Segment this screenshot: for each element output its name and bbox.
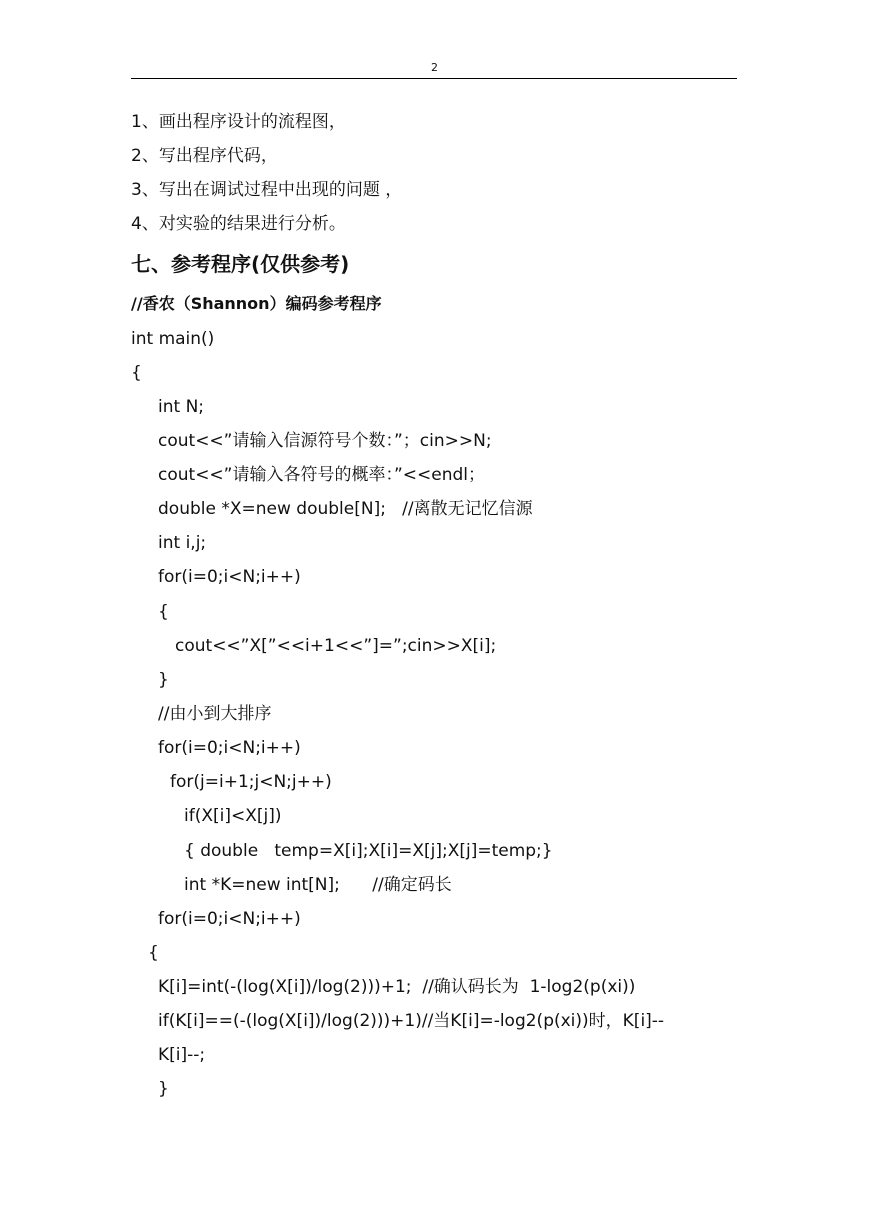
code-line: int main() (131, 329, 215, 349)
code-line: for(j=i+1;j<N;j++) (170, 772, 332, 792)
code-line: for(i=0;i<N;i++) (158, 567, 301, 587)
step-3: 3、写出在调试过程中出现的问题 ， (131, 180, 403, 200)
code-title: //香农（Shannon）编码参考程序 (131, 294, 382, 313)
page-number: 2 (431, 61, 438, 74)
section-heading: 七、参考程序(仅供参考) (131, 252, 350, 276)
code-line: cout<<”请输入各符号的概率：”<<endl； (158, 465, 486, 485)
code-line: for(i=0;i<N;i++) (158, 909, 301, 929)
code-line: } (158, 670, 169, 690)
code-line: cout<<”请输入信源符号个数：”；cin>>N; (158, 431, 492, 451)
code-line: if(X[i]<X[j]) (184, 806, 282, 826)
code-line: int *K=new int[N]; //确定码长 (184, 875, 452, 895)
code-line: //由小到大排序 (158, 704, 272, 724)
code-line: { (148, 943, 159, 963)
code-line: { (158, 602, 169, 622)
step-4: 4、对实验的结果进行分析。 (131, 214, 346, 234)
code-line: K[i]--; (158, 1045, 206, 1065)
code-line: int i,j; (158, 533, 207, 553)
code-line: double *X=new double[N]; //离散无记忆信源 (158, 499, 533, 519)
code-line: { double temp=X[i];X[i]=X[j];X[j]=temp;} (184, 841, 553, 861)
code-line: for(i=0;i<N;i++) (158, 738, 301, 758)
header-rule (131, 78, 737, 79)
step-1: 1、画出程序设计的流程图， (131, 112, 346, 132)
code-line: } (158, 1079, 169, 1099)
code-line: if(K[i]==(-(log(X[i])/log(2)))+1)//当K[i]=-log2(p(xi))时，K[i]-- (158, 1011, 665, 1031)
code-line: cout<<”X[”<<i+1<<”]=”;cin>>X[i]; (175, 636, 497, 656)
step-2: 2、写出程序代码， (131, 146, 278, 166)
code-line: int N; (158, 397, 205, 417)
code-line: { (131, 363, 142, 383)
code-line: K[i]=int(-(log(X[i])/log(2)))+1; //确认码长为 1-log2(p(xi)) (158, 977, 636, 997)
